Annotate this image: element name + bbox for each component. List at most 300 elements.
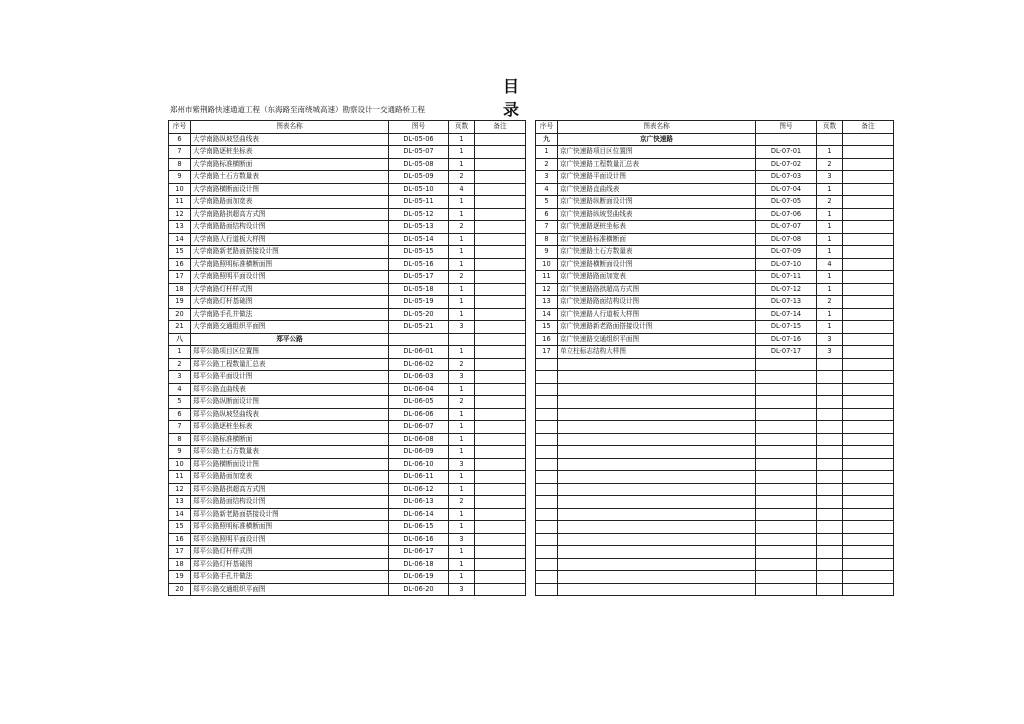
page-count: 1 xyxy=(449,421,475,434)
row-number: 8 xyxy=(536,233,558,246)
empty-cell xyxy=(817,521,843,534)
empty-cell xyxy=(843,133,894,146)
empty-cell xyxy=(843,408,894,421)
row-number: 20 xyxy=(169,308,191,321)
remark-cell xyxy=(843,283,894,296)
row-number: 12 xyxy=(536,283,558,296)
table-row xyxy=(536,346,894,359)
drawing-name: 京广快速路逐桩坐标表 xyxy=(558,221,756,234)
row-number: 16 xyxy=(169,533,191,546)
drawing-name: 郑平公路土石方数量表 xyxy=(191,446,389,459)
empty-cell xyxy=(536,421,558,434)
empty-cell xyxy=(558,471,756,484)
empty-cell xyxy=(817,358,843,371)
drawing-code: DL-07-08 xyxy=(756,233,817,246)
empty-cell xyxy=(817,546,843,559)
empty-cell xyxy=(817,571,843,584)
drawing-code: DL-05-19 xyxy=(389,296,449,309)
page-count: 1 xyxy=(449,433,475,446)
table-row xyxy=(536,158,894,171)
empty-cell xyxy=(756,508,817,521)
page-count: 2 xyxy=(817,158,843,171)
project-subtitle: 郑州市紫荆路快速通道工程（东海路至南绕城高速）勘察设计一交通路桥工程 xyxy=(170,105,425,114)
remark-cell xyxy=(475,496,526,509)
page-count: 1 xyxy=(817,183,843,196)
drawing-name: 大学南路路面加宽表 xyxy=(191,196,389,209)
drawing-name: 大学南路人行道板大样图 xyxy=(191,233,389,246)
empty-cell xyxy=(756,433,817,446)
remark-cell xyxy=(843,296,894,309)
drawing-name: 郑平公路工程数量汇总表 xyxy=(191,358,389,371)
remark-cell xyxy=(843,208,894,221)
table-row xyxy=(169,396,526,409)
drawing-name: 京广快速路项目区位置图 xyxy=(558,146,756,159)
table-row xyxy=(169,183,526,196)
remark-cell xyxy=(475,358,526,371)
table-row xyxy=(536,183,894,196)
page-count: 1 xyxy=(817,208,843,221)
page-count: 1 xyxy=(817,146,843,159)
page-count: 1 xyxy=(817,246,843,259)
drawing-name: 郑平公路照明平面设计图 xyxy=(191,533,389,546)
row-number: 21 xyxy=(169,321,191,334)
row-number: 6 xyxy=(169,408,191,421)
page-count: 2 xyxy=(817,196,843,209)
table-row xyxy=(536,171,894,184)
table-row xyxy=(536,271,894,284)
page-count: 1 xyxy=(449,133,475,146)
remark-cell xyxy=(475,546,526,559)
empty-cell xyxy=(558,421,756,434)
remark-cell xyxy=(475,433,526,446)
drawing-name: 京广快速路路面加宽表 xyxy=(558,271,756,284)
table-row xyxy=(536,246,894,259)
remark-cell xyxy=(475,408,526,421)
drawing-code: DL-06-10 xyxy=(389,458,449,471)
table-row xyxy=(169,196,526,209)
table-row xyxy=(169,471,526,484)
table-row xyxy=(536,296,894,309)
row-number: 16 xyxy=(169,258,191,271)
empty-cell xyxy=(843,383,894,396)
empty-cell xyxy=(756,408,817,421)
page-count: 1 xyxy=(449,296,475,309)
remark-cell xyxy=(843,321,894,334)
empty-row xyxy=(536,583,894,596)
drawing-code: DL-06-16 xyxy=(389,533,449,546)
page-count: 1 xyxy=(449,283,475,296)
drawing-index-table-left xyxy=(168,120,526,596)
empty-row xyxy=(536,496,894,509)
drawing-code: DL-06-03 xyxy=(389,371,449,384)
empty-row xyxy=(536,471,894,484)
empty-cell xyxy=(536,571,558,584)
remark-cell xyxy=(475,171,526,184)
drawing-name: 大学南路标准横断面 xyxy=(191,158,389,171)
drawing-code: DL-07-11 xyxy=(756,271,817,284)
drawing-name: 郑平公路交通组织平面图 xyxy=(191,583,389,596)
empty-cell xyxy=(817,508,843,521)
empty-cell xyxy=(536,533,558,546)
drawing-code: DL-05-08 xyxy=(389,158,449,171)
page-count: 3 xyxy=(449,371,475,384)
row-number: 7 xyxy=(169,146,191,159)
drawing-name: 郑平公路纵坡竖曲线表 xyxy=(191,408,389,421)
page-count: 1 xyxy=(449,258,475,271)
header-code: 图号 xyxy=(756,121,817,134)
remark-cell xyxy=(475,296,526,309)
page-count: 1 xyxy=(449,246,475,259)
empty-cell xyxy=(558,483,756,496)
empty-cell xyxy=(558,358,756,371)
drawing-name: 郑平公路新老路面搭接设计图 xyxy=(191,508,389,521)
row-number: 10 xyxy=(169,458,191,471)
table-row xyxy=(169,508,526,521)
drawing-code: DL-05-11 xyxy=(389,196,449,209)
page-count: 2 xyxy=(449,221,475,234)
empty-row xyxy=(536,358,894,371)
page-count: 3 xyxy=(449,458,475,471)
remark-cell xyxy=(475,233,526,246)
row-number: 16 xyxy=(536,333,558,346)
table-row xyxy=(169,571,526,584)
page-count: 3 xyxy=(449,583,475,596)
row-number: 3 xyxy=(169,371,191,384)
row-number: 13 xyxy=(169,221,191,234)
empty-cell xyxy=(756,496,817,509)
drawing-name: 郑平公路路面结构设计图 xyxy=(191,496,389,509)
section-row xyxy=(169,333,526,346)
page-title: 目 录 xyxy=(502,77,592,119)
table-row xyxy=(536,208,894,221)
row-number: 19 xyxy=(169,296,191,309)
empty-cell xyxy=(817,483,843,496)
row-number: 9 xyxy=(169,171,191,184)
page-count: 1 xyxy=(449,571,475,584)
drawing-name: 大学南路照明标准横断面图 xyxy=(191,258,389,271)
empty-cell xyxy=(756,421,817,434)
table-row xyxy=(536,233,894,246)
page-count: 1 xyxy=(449,558,475,571)
empty-cell xyxy=(475,333,526,346)
row-number: 11 xyxy=(169,196,191,209)
drawing-code: DL-07-03 xyxy=(756,171,817,184)
empty-cell xyxy=(843,496,894,509)
header-name: 图表名称 xyxy=(191,121,389,134)
empty-row xyxy=(536,533,894,546)
page-count: 1 xyxy=(449,508,475,521)
remark-cell xyxy=(843,146,894,159)
empty-cell xyxy=(558,383,756,396)
remark-cell xyxy=(475,283,526,296)
row-number: 10 xyxy=(536,258,558,271)
drawing-name: 郑平公路平面设计图 xyxy=(191,371,389,384)
empty-cell xyxy=(817,396,843,409)
drawing-name: 大学南路横断面设计图 xyxy=(191,183,389,196)
empty-cell xyxy=(536,446,558,459)
empty-cell xyxy=(756,521,817,534)
drawing-code: DL-07-05 xyxy=(756,196,817,209)
drawing-code: DL-07-06 xyxy=(756,208,817,221)
table-row xyxy=(169,483,526,496)
drawing-code: DL-05-16 xyxy=(389,258,449,271)
page-count: 2 xyxy=(449,496,475,509)
empty-row xyxy=(536,433,894,446)
header-name: 图表名称 xyxy=(558,121,756,134)
empty-cell xyxy=(843,371,894,384)
empty-cell xyxy=(756,558,817,571)
drawing-code: DL-06-02 xyxy=(389,358,449,371)
drawing-code: DL-05-18 xyxy=(389,283,449,296)
drawing-name: 郑平公路横断面设计图 xyxy=(191,458,389,471)
empty-row xyxy=(536,508,894,521)
empty-row xyxy=(536,458,894,471)
empty-cell xyxy=(817,533,843,546)
row-number: 11 xyxy=(536,271,558,284)
row-number: 13 xyxy=(536,296,558,309)
empty-cell xyxy=(389,333,449,346)
table-row xyxy=(169,208,526,221)
empty-cell xyxy=(756,396,817,409)
row-number: 14 xyxy=(169,233,191,246)
remark-cell xyxy=(475,258,526,271)
empty-row xyxy=(536,408,894,421)
remark-cell xyxy=(475,446,526,459)
drawing-name: 郑平公路项目区位置图 xyxy=(191,346,389,359)
drawing-name: 郑平公路手孔井做法 xyxy=(191,571,389,584)
table-row xyxy=(536,258,894,271)
empty-cell xyxy=(843,483,894,496)
remark-cell xyxy=(843,196,894,209)
table-header-row xyxy=(169,121,526,134)
remark-cell xyxy=(843,308,894,321)
section-number: 九 xyxy=(536,133,558,146)
table-row xyxy=(169,171,526,184)
empty-cell xyxy=(558,433,756,446)
drawing-name: 大学南路路拱超高方式图 xyxy=(191,208,389,221)
page-count: 3 xyxy=(449,321,475,334)
empty-cell xyxy=(536,358,558,371)
drawing-name: 京广快速路平面设计图 xyxy=(558,171,756,184)
table-row xyxy=(169,258,526,271)
empty-cell xyxy=(756,546,817,559)
drawing-code: DL-05-20 xyxy=(389,308,449,321)
table-row xyxy=(169,533,526,546)
empty-cell xyxy=(756,383,817,396)
page-count: 1 xyxy=(817,308,843,321)
drawing-code: DL-05-06 xyxy=(389,133,449,146)
empty-cell xyxy=(817,471,843,484)
empty-cell xyxy=(756,133,817,146)
remark-cell xyxy=(843,246,894,259)
drawing-code: DL-07-15 xyxy=(756,321,817,334)
table-row xyxy=(169,446,526,459)
empty-cell xyxy=(558,533,756,546)
table-row xyxy=(169,558,526,571)
remark-cell xyxy=(475,458,526,471)
remark-cell xyxy=(475,346,526,359)
table-row xyxy=(169,146,526,159)
drawing-code: DL-07-14 xyxy=(756,308,817,321)
empty-row xyxy=(536,483,894,496)
section-row xyxy=(536,133,894,146)
empty-row xyxy=(536,396,894,409)
drawing-name: 京广快速路标准横断面 xyxy=(558,233,756,246)
page-count: 4 xyxy=(817,258,843,271)
drawing-code: DL-06-20 xyxy=(389,583,449,596)
row-number: 5 xyxy=(536,196,558,209)
empty-cell xyxy=(843,571,894,584)
table-row xyxy=(169,408,526,421)
empty-cell xyxy=(817,446,843,459)
drawing-name: 郑平公路灯杆基础图 xyxy=(191,558,389,571)
row-number: 11 xyxy=(169,471,191,484)
empty-cell xyxy=(536,371,558,384)
remark-cell xyxy=(843,158,894,171)
drawing-name: 京广快速路横断面设计图 xyxy=(558,258,756,271)
header-remark: 备注 xyxy=(475,121,526,134)
drawing-name: 郑平公路路面加宽表 xyxy=(191,471,389,484)
empty-cell xyxy=(817,408,843,421)
empty-cell xyxy=(843,446,894,459)
empty-cell xyxy=(536,433,558,446)
drawing-code: DL-07-02 xyxy=(756,158,817,171)
drawing-code: DL-07-13 xyxy=(756,296,817,309)
header-remark: 备注 xyxy=(843,121,894,134)
table-row xyxy=(169,546,526,559)
empty-cell xyxy=(843,546,894,559)
empty-cell xyxy=(843,471,894,484)
remark-cell xyxy=(475,221,526,234)
table-row xyxy=(536,146,894,159)
drawing-index-table-right xyxy=(535,120,894,596)
drawing-name: 大学南路纵坡竖曲线表 xyxy=(191,133,389,146)
drawing-code: DL-05-12 xyxy=(389,208,449,221)
drawing-code: DL-07-17 xyxy=(756,346,817,359)
page-count: 1 xyxy=(449,446,475,459)
page-count: 2 xyxy=(449,358,475,371)
row-number: 9 xyxy=(169,446,191,459)
drawing-name: 大学南路土石方数量表 xyxy=(191,171,389,184)
header-no: 序号 xyxy=(169,121,191,134)
drawing-name: 郑平公路照明标准横断面图 xyxy=(191,521,389,534)
row-number: 18 xyxy=(169,283,191,296)
row-number: 12 xyxy=(169,483,191,496)
row-number: 8 xyxy=(169,433,191,446)
page-count: 1 xyxy=(449,146,475,159)
table-row xyxy=(169,296,526,309)
remark-cell xyxy=(475,383,526,396)
drawing-code: DL-06-14 xyxy=(389,508,449,521)
section-title: 郑平公路 xyxy=(191,333,389,346)
empty-cell xyxy=(756,471,817,484)
header-pages: 页数 xyxy=(449,121,475,134)
drawing-name: 京广快速路工程数量汇总表 xyxy=(558,158,756,171)
empty-cell xyxy=(536,583,558,596)
drawing-name: 京广快速路直曲线表 xyxy=(558,183,756,196)
drawing-code: DL-06-07 xyxy=(389,421,449,434)
empty-cell xyxy=(817,558,843,571)
row-number: 4 xyxy=(536,183,558,196)
empty-cell xyxy=(843,433,894,446)
page-count: 1 xyxy=(449,383,475,396)
empty-cell xyxy=(756,446,817,459)
remark-cell xyxy=(475,396,526,409)
remark-cell xyxy=(475,471,526,484)
empty-cell xyxy=(817,133,843,146)
empty-cell xyxy=(817,583,843,596)
page-count: 2 xyxy=(817,296,843,309)
drawing-name: 京广快速路新老路面搭接设计图 xyxy=(558,321,756,334)
empty-cell xyxy=(536,471,558,484)
remark-cell xyxy=(475,158,526,171)
row-number: 14 xyxy=(536,308,558,321)
remark-cell xyxy=(843,221,894,234)
page-count: 1 xyxy=(449,471,475,484)
row-number: 2 xyxy=(169,358,191,371)
empty-cell xyxy=(558,583,756,596)
table-row xyxy=(169,246,526,259)
drawing-code: DL-05-10 xyxy=(389,183,449,196)
drawing-name: 郑平公路路拱超高方式图 xyxy=(191,483,389,496)
empty-cell xyxy=(558,571,756,584)
row-number: 14 xyxy=(169,508,191,521)
page-count: 1 xyxy=(449,521,475,534)
row-number: 5 xyxy=(169,396,191,409)
empty-cell xyxy=(558,558,756,571)
empty-cell xyxy=(817,421,843,434)
empty-row xyxy=(536,383,894,396)
empty-row xyxy=(536,446,894,459)
table-row xyxy=(536,283,894,296)
drawing-name: 京广快速路人行道板大样图 xyxy=(558,308,756,321)
table-row xyxy=(169,271,526,284)
drawing-name: 京广快速路路拱超高方式图 xyxy=(558,283,756,296)
drawing-code: DL-05-17 xyxy=(389,271,449,284)
empty-cell xyxy=(558,508,756,521)
page-count: 3 xyxy=(449,533,475,546)
empty-cell xyxy=(756,571,817,584)
empty-cell xyxy=(558,396,756,409)
table-row xyxy=(169,321,526,334)
remark-cell xyxy=(475,521,526,534)
remark-cell xyxy=(843,183,894,196)
page-count: 1 xyxy=(449,158,475,171)
page-count: 1 xyxy=(817,233,843,246)
empty-cell xyxy=(536,383,558,396)
remark-cell xyxy=(475,246,526,259)
drawing-code: DL-07-12 xyxy=(756,283,817,296)
page-count: 2 xyxy=(449,396,475,409)
table-row xyxy=(169,433,526,446)
drawing-name: 大学南路逐桩坐标表 xyxy=(191,146,389,159)
empty-row xyxy=(536,546,894,559)
table-row xyxy=(169,458,526,471)
page-count: 3 xyxy=(817,346,843,359)
drawing-code: DL-06-11 xyxy=(389,471,449,484)
empty-cell xyxy=(817,496,843,509)
row-number: 15 xyxy=(169,246,191,259)
drawing-code: DL-06-19 xyxy=(389,571,449,584)
table-header-row xyxy=(536,121,894,134)
empty-cell xyxy=(558,371,756,384)
remark-cell xyxy=(475,208,526,221)
page-count: 1 xyxy=(449,208,475,221)
empty-cell xyxy=(558,496,756,509)
table-row xyxy=(169,496,526,509)
row-number: 13 xyxy=(169,496,191,509)
table-row xyxy=(169,346,526,359)
